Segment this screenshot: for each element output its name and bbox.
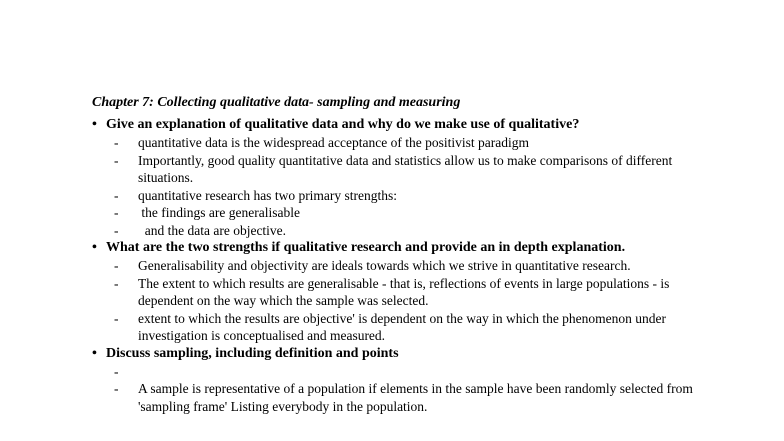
- answer-text: The extent to which results are generalisable - that is, reflections of events in large populations - is dependent on the way which the sample was selected.: [138, 275, 670, 308]
- bullet-icon: •: [92, 240, 97, 255]
- document-page: [92, 94, 712, 415]
- dash-icon: -: [114, 381, 119, 396]
- question-text: Give an explanation of qualitative data and why do we make use of qualitative?: [106, 117, 580, 132]
- answer-text: Generalisability and objectivity are ideals towards which we strive in quantitative research.: [138, 258, 631, 273]
- bullet-icon: •: [92, 117, 97, 132]
- answer-text: the findings are generalisable: [138, 205, 300, 220]
- dash-icon: -: [114, 152, 119, 168]
- list-item: [92, 152, 712, 187]
- dash-icon: -: [114, 363, 119, 379]
- answer-list-2: [92, 257, 712, 345]
- list-item: [92, 363, 712, 381]
- list-item: [92, 380, 712, 415]
- answer-text: extent to which the results are objective' is dependent on the way in which the phenomenon under investigation is conceptualised and measured.: [138, 310, 667, 343]
- question-text: Discuss sampling, including definition and points: [106, 345, 399, 361]
- dash-icon: -: [114, 310, 119, 326]
- question-1: [92, 116, 712, 134]
- answer-text: and the data are objective.: [138, 222, 287, 238]
- list-item: [92, 275, 712, 310]
- dash-icon: -: [114, 222, 119, 238]
- dash-icon: -: [114, 275, 119, 291]
- list-item: [92, 134, 712, 152]
- question-2: [92, 239, 712, 257]
- list-item: [92, 204, 712, 222]
- answer-text: Importantly, good quality quantitative data and statistics allow us to make comparisons of different situations.: [138, 152, 673, 185]
- question-text: What are the two strengths if qualitative research and provide an in depth explanation.: [106, 240, 626, 255]
- bullet-icon: •: [92, 345, 97, 361]
- chapter-title: Chapter 7: Collecting qualitative data- sampling and measuring: [92, 95, 461, 110]
- answer-list-3: [92, 363, 712, 416]
- answer-list-1: [92, 134, 712, 239]
- answer-text: quantitative research has two primary strengths:: [138, 187, 398, 203]
- list-item: [92, 222, 712, 240]
- list-item: [92, 187, 712, 205]
- question-3: [92, 345, 712, 363]
- answer-text: [138, 363, 698, 381]
- dash-icon: -: [114, 187, 119, 203]
- dash-icon: -: [114, 135, 119, 150]
- list-item: [92, 257, 712, 275]
- answer-text: A sample is representative of a population if elements in the sample have been randomly selected from 'sampling frame' Listing everybody in the population.: [138, 381, 693, 414]
- dash-icon: -: [114, 205, 119, 220]
- answer-text: quantitative data is the widespread acceptance of the positivist paradigm: [138, 135, 529, 150]
- list-item: [92, 310, 712, 345]
- dash-icon: -: [114, 258, 119, 273]
